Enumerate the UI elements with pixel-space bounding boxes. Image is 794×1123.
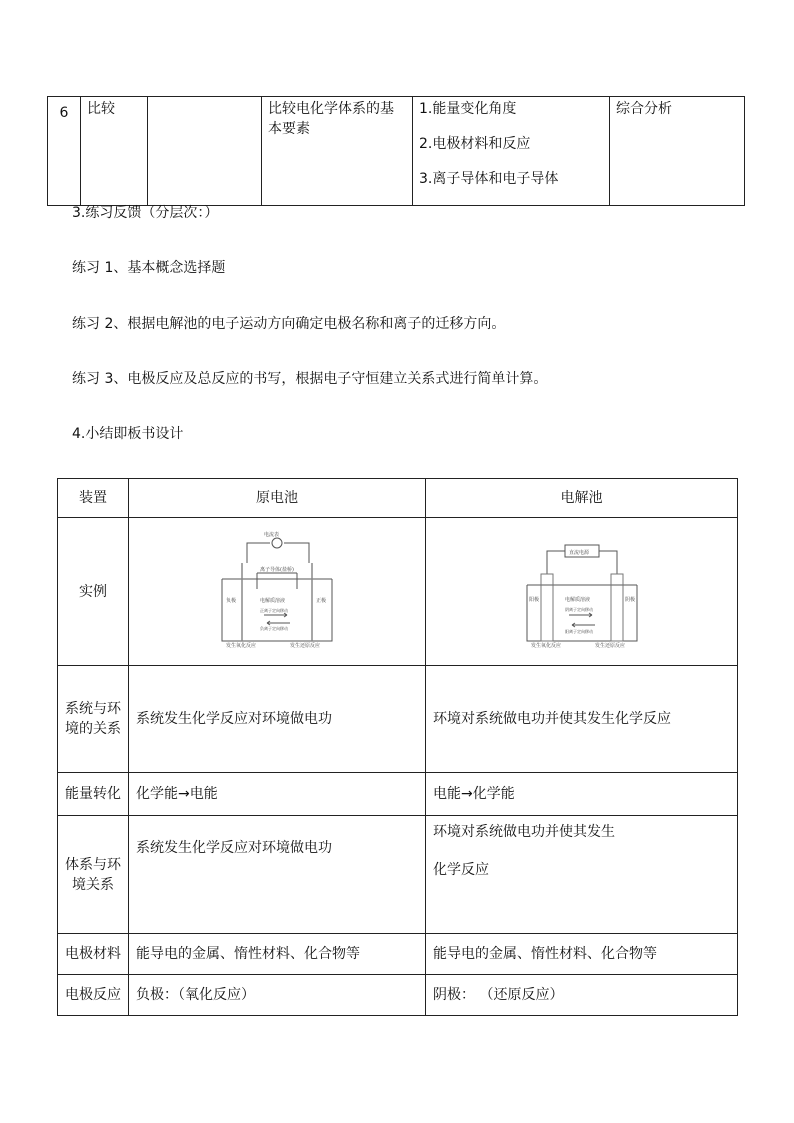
diagram-label: 电解质溶液 bbox=[260, 597, 286, 604]
header-electrolytic: 电解池 bbox=[426, 479, 738, 518]
galvanic-cell-diagram-cell bbox=[129, 518, 426, 666]
table-cell: 化学能→电能 bbox=[129, 773, 426, 816]
table-cell: 系统发生化学反应对环境做电功 bbox=[129, 666, 426, 773]
table-cell bbox=[426, 816, 738, 934]
table-cell: 能导电的金属、惰性材料、化合物等 bbox=[129, 934, 426, 975]
diagram-label: 离子导体(盐桥) bbox=[260, 566, 294, 573]
row-label: 体系与环境关系 bbox=[58, 816, 129, 934]
paragraph-feedback: 3.练习反馈（分层次：） bbox=[72, 205, 219, 221]
list-item: 1.能量变化角度 bbox=[419, 101, 517, 117]
diagram-label: 发生还原反应 bbox=[594, 642, 625, 649]
table-row bbox=[58, 975, 738, 1016]
table-row bbox=[58, 934, 738, 975]
header-device: 装置 bbox=[58, 479, 129, 518]
step-items bbox=[413, 97, 610, 206]
row-label: 能量转化 bbox=[58, 773, 129, 816]
diagram-label: 正极 bbox=[316, 597, 327, 604]
diagram-label: 阴极 bbox=[624, 596, 635, 603]
list-item: 2.电极材料和反应 bbox=[419, 136, 531, 152]
comparison-table bbox=[57, 478, 738, 1016]
row-label: 实例 bbox=[58, 518, 129, 666]
cell-line: 化学反应 bbox=[433, 862, 489, 878]
row-label: 系统与环境的关系 bbox=[58, 666, 129, 773]
diagram-label: 阳离子定向移动 bbox=[564, 628, 593, 634]
diagram-label: 阴离子定向移动 bbox=[564, 606, 593, 612]
table-cell: 系统发生化学反应对环境做电功 bbox=[129, 816, 426, 934]
paragraph-exercise-1: 练习 1、基本概念选择题 bbox=[72, 260, 226, 276]
diagram-label: 电流表 bbox=[264, 531, 280, 538]
diagram-label: 发生还原反应 bbox=[290, 642, 321, 649]
diagram-label: 负极 bbox=[226, 597, 237, 604]
diagram-label: 直流电源 bbox=[568, 549, 589, 556]
table-row bbox=[58, 773, 738, 816]
step-method: 综合分析 bbox=[610, 97, 745, 206]
lesson-plan-table bbox=[47, 96, 745, 206]
paragraph-exercise-2: 练习 2、根据电解池的电子运动方向确定电极名称和离子的迁移方向。 bbox=[72, 316, 506, 332]
table-cell: 环境对系统做电功并使其发生化学反应 bbox=[426, 666, 738, 773]
table-cell: 能导电的金属、惰性材料、化合物等 bbox=[426, 934, 738, 975]
paragraph-exercise-3: 练习 3、电极反应及总反应的书写，根据电子守恒建立关系式进行简单计算。 bbox=[72, 371, 548, 387]
diagram-label: 阳极 bbox=[528, 596, 539, 603]
row-label: 电极材料 bbox=[58, 934, 129, 975]
paragraph-summary: 4.小结即板书设计 bbox=[72, 426, 184, 442]
diagram-label: 发生氧化反应 bbox=[226, 642, 257, 649]
empty-cell bbox=[148, 97, 262, 206]
table-row bbox=[48, 97, 745, 206]
electrolytic-cell-diagram bbox=[517, 529, 647, 649]
diagram-label: 正离子定向移动 bbox=[260, 607, 288, 613]
diagram-label: 负离子定向移动 bbox=[260, 625, 288, 631]
table-row bbox=[58, 518, 738, 666]
table-cell: 阴极： （还原反应） bbox=[426, 975, 738, 1016]
table-cell: 电能→化学能 bbox=[426, 773, 738, 816]
table-header-row bbox=[58, 479, 738, 518]
electrolytic-cell-diagram-cell bbox=[426, 518, 738, 666]
table-cell: 负极：（氧化反应） bbox=[129, 975, 426, 1016]
step-goal: 比较电化学体系的基本要素 bbox=[262, 97, 413, 206]
header-galvanic: 原电池 bbox=[129, 479, 426, 518]
row-label: 电极反应 bbox=[58, 975, 129, 1016]
table-row bbox=[58, 816, 738, 934]
step-name: 比较 bbox=[81, 97, 148, 206]
diagram-label: 发生氧化反应 bbox=[530, 642, 561, 649]
step-number: 6 bbox=[48, 97, 81, 206]
galvanic-cell-diagram bbox=[212, 529, 342, 649]
table-row bbox=[58, 666, 738, 773]
cell-line: 环境对系统做电功并使其发生 bbox=[433, 824, 615, 840]
diagram-label: 电解质溶液 bbox=[564, 596, 590, 603]
list-item: 3.离子导体和电子导体 bbox=[419, 171, 559, 187]
